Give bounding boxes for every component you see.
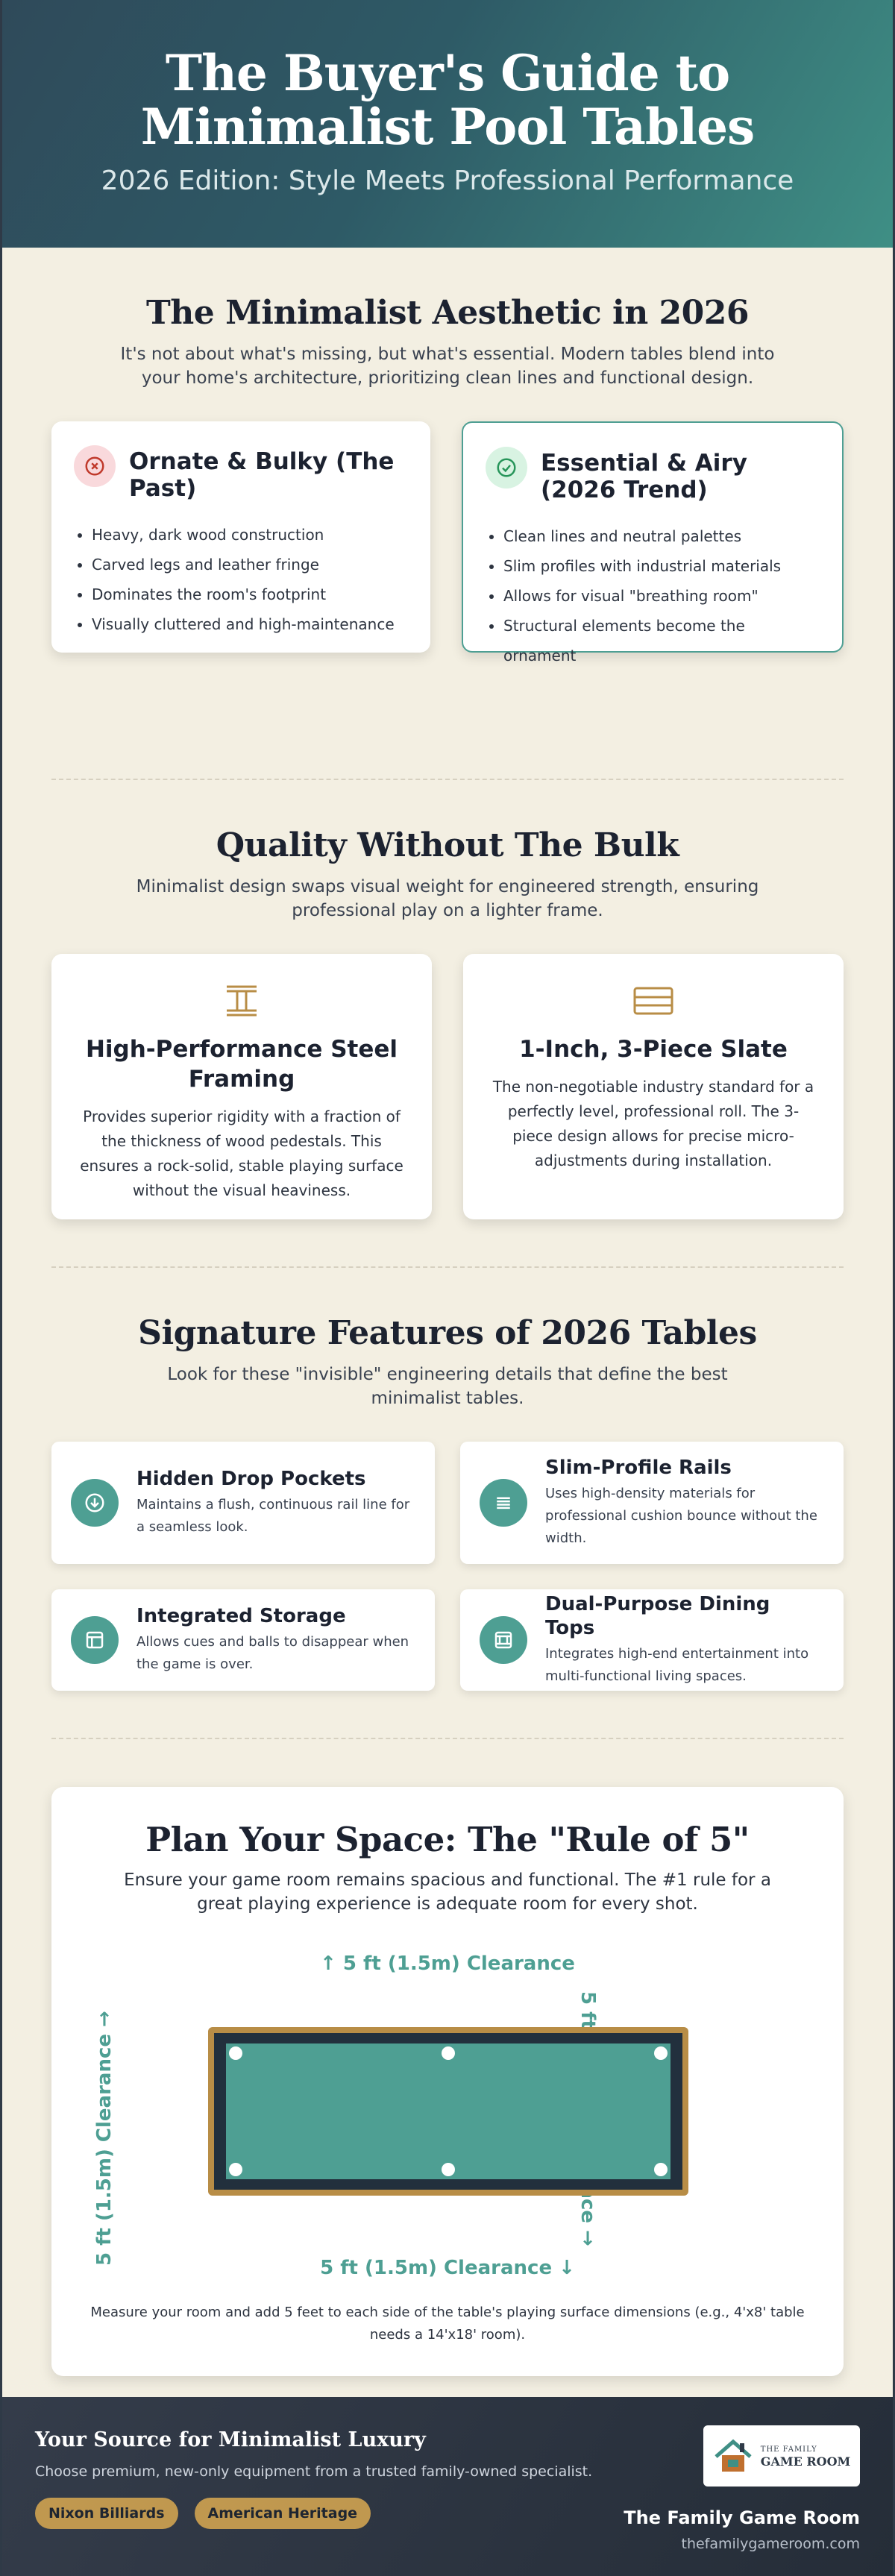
list-item: • Dominates the room's footprint	[92, 579, 408, 609]
clearance-bottom-label: 5 ft (1.5m) Clearance ↓	[320, 2257, 575, 2279]
signature-item-title: Slim-Profile Rails	[545, 1457, 732, 1479]
brand-badge-american-heritage[interactable]: American Heritage	[195, 2498, 371, 2529]
pool-table-diagram	[208, 2027, 688, 2196]
signature-item	[51, 1589, 435, 1691]
past-card	[51, 421, 430, 653]
plan-section	[2, 1739, 893, 2376]
feature-card-slate	[463, 954, 844, 1219]
page-title: The Buyer's Guide to Minimalist Pool Tables	[140, 44, 755, 156]
list-item: • Structural elements become the ornament	[503, 611, 820, 670]
logo-line-2: GAME ROOM	[760, 2454, 851, 2469]
trend-card-title: Essential & Airy (2026 Trend)	[541, 450, 747, 503]
quality-section	[2, 780, 893, 1266]
feature-desc: Provides superior rigidity with a fraction of the thickness of wood pedestals. This ensures a rock-solid, stable playing surface without the visual heaviness.	[80, 1108, 403, 1199]
clearance-left-label: 5 ft (1.5m) Clearance →	[93, 2011, 116, 2266]
past-list	[74, 520, 408, 639]
pocket	[229, 2163, 242, 2176]
storage-panel-icon	[71, 1616, 119, 1664]
signature-item-title: Integrated Storage	[136, 1605, 346, 1627]
plan-note: Measure your room and add 5 feet to each side of the table's playing surface dimensions (e.g., 4'x8' table needs a 14'x18' room).	[90, 2305, 805, 2343]
pocket	[654, 2046, 668, 2060]
clearance-top-label: ↑ 5 ft (1.5m) Clearance	[320, 1953, 575, 1975]
dining-top-icon	[480, 1616, 527, 1664]
signature-title: Signature Features of 2026 Tables	[138, 1314, 757, 1352]
footer-title: Your Source for Minimalist Luxury	[35, 2428, 426, 2451]
feature-desc: The non-negotiable industry standard for a perfectly level, professional roll. The 3-piece design allows for precise micro-adjustments during installation.	[492, 1078, 814, 1169]
plan-card	[51, 1787, 844, 2376]
trend-card	[462, 421, 844, 665]
signature-item-desc: Allows cues and balls to disappear when the game is over.	[136, 1634, 409, 1672]
footer-url[interactable]: thefamilygameroom.com	[681, 2536, 860, 2552]
quality-lead: Minimalist design swaps visual weight for engineered strength, ensuring professional play on a lighter frame.	[136, 877, 759, 920]
signature-lead: Look for these "invisible" engineering details that define the best minimalist tables.	[167, 1365, 728, 1408]
x-circle-icon	[74, 445, 116, 487]
plan-lead: Ensure your game room remains spacious and functional. The #1 rule for a great playing experience is adequate room for every shot.	[124, 1870, 771, 1914]
slate-layers-icon	[490, 982, 817, 1020]
quality-title: Quality Without The Bulk	[216, 826, 679, 864]
signature-section	[2, 1268, 893, 1738]
logo-text	[761, 2444, 850, 2468]
pocket	[654, 2163, 668, 2176]
logo-line-1: THE FAMILY	[760, 2445, 817, 2454]
signature-item-desc: Maintains a flush, continuous rail line for a seamless look.	[136, 1497, 410, 1535]
check-circle-icon	[486, 447, 527, 489]
past-card-title: Ornate & Bulky (The Past)	[129, 448, 395, 502]
signature-item-title: Dual-Purpose Dining Tops	[545, 1593, 770, 1639]
house-logo-icon	[713, 2437, 753, 2475]
aesthetic-lead: It's not about what's missing, but what's essential. Modern tables blend into your home's architecture, prioritizing clean lines and functional design.	[120, 345, 775, 388]
signature-grid	[51, 1442, 844, 1691]
signature-item-desc: Uses high-density materials for professional cushion bounce without the width.	[545, 1486, 817, 1546]
list-item: • Heavy, dark wood construction	[92, 520, 408, 550]
quality-features	[51, 954, 844, 1219]
table-felt	[226, 2043, 671, 2179]
signature-item	[460, 1589, 844, 1691]
footer-desc: Choose premium, new-only equipment from a trusted family-owned specialist.	[35, 2463, 593, 2480]
pocket	[442, 2046, 455, 2060]
list-item: • Visually cluttered and high-maintenance	[92, 609, 408, 639]
company-logo[interactable]	[703, 2425, 860, 2487]
list-item: • Clean lines and neutral palettes	[503, 521, 820, 551]
page-subtitle: 2026 Edition: Style Meets Professional Performance	[101, 166, 794, 196]
arrow-down-circle-icon	[71, 1479, 119, 1527]
pocket	[442, 2163, 455, 2176]
hero-header	[2, 0, 893, 248]
aesthetic-section	[2, 248, 893, 779]
signature-item	[460, 1442, 844, 1564]
feature-title: High-Performance Steel Framing	[85, 1036, 398, 1093]
footer	[2, 2397, 893, 2576]
aesthetic-title: The Minimalist Aesthetic in 2026	[146, 294, 749, 332]
table-rail	[214, 2033, 682, 2190]
signature-item-title: Hidden Drop Pockets	[136, 1468, 366, 1490]
trend-list	[486, 521, 820, 670]
lines-icon	[480, 1479, 527, 1527]
feature-title: 1-Inch, 3-Piece Slate	[519, 1036, 788, 1063]
plan-title: Plan Your Space: The "Rule of 5"	[145, 1820, 750, 1859]
comparison-cards	[51, 421, 844, 665]
signature-item-desc: Integrates high-end entertainment into multi-functional living spaces.	[545, 1646, 809, 1684]
signature-item	[51, 1442, 435, 1564]
list-item: • Slim profiles with industrial materials	[503, 551, 820, 581]
footer-brand-name: The Family Game Room	[624, 2507, 860, 2528]
steel-beam-icon	[78, 982, 405, 1020]
feature-card-steel	[51, 954, 432, 1219]
list-item: • Carved legs and leather fringe	[92, 550, 408, 579]
pocket	[229, 2046, 242, 2060]
brand-badge-nixon[interactable]: Nixon Billiards	[35, 2498, 178, 2529]
list-item: • Allows for visual "breathing room"	[503, 581, 820, 611]
